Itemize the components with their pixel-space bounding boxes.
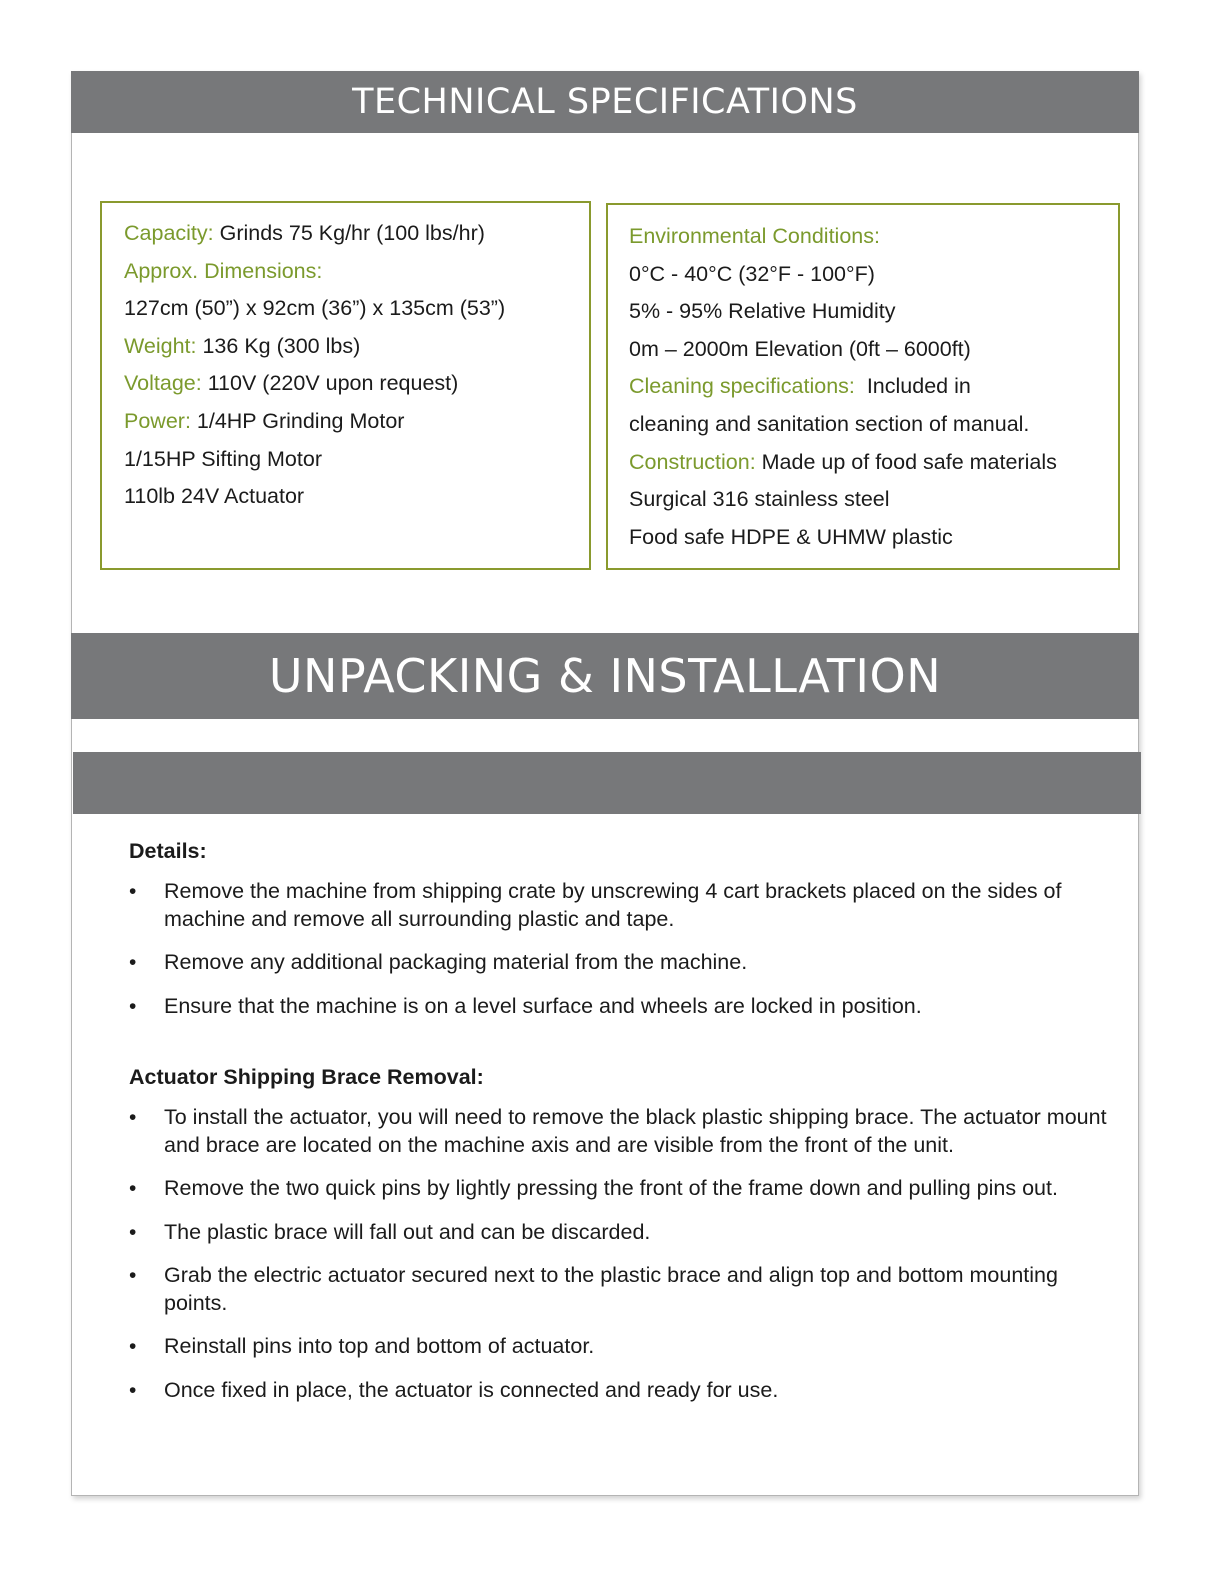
list-item [129, 1175, 1114, 1203]
specs-left-box [100, 201, 591, 570]
power-label: Power: [124, 408, 191, 433]
list-item-text: The plastic brace will fall out and can be discarded. [164, 1219, 651, 1244]
weight-label: Weight: [124, 333, 197, 358]
list-item [129, 1333, 1114, 1361]
power-line-3: 110lb 24V Actuator [124, 484, 305, 509]
list-item-text: Ensure that the machine is on a level surface and wheels are locked in position. [164, 993, 922, 1018]
power-value: 1/4HP Grinding Motor [190, 408, 405, 433]
environmental-line-1: 0°C - 40°C (32°F - 100°F) [629, 261, 875, 286]
bullet-icon: • [129, 1378, 137, 1402]
capacity-line [124, 215, 589, 253]
cleaning-line [629, 368, 1118, 406]
list-item [129, 993, 1114, 1021]
bullet-icon: • [129, 951, 137, 974]
voltage-line [124, 365, 589, 403]
dimensions-label: Approx. Dimensions: [124, 258, 323, 283]
construction-line [629, 444, 1118, 482]
list-item-text: Remove the machine from shipping crate by unscrewing 4 cart brackets placed on the sides of machine and remove all surrounding plastic and tape. [164, 879, 1062, 931]
environmental-line-2: 5% - 95% Relative Humidity [629, 299, 896, 324]
list-item [129, 1219, 1114, 1247]
actuator-heading: Actuator Shipping Brace Removal: [129, 1065, 484, 1089]
list-item [129, 878, 1114, 933]
bullet-icon: • [129, 1335, 137, 1358]
bullet-icon: • [129, 994, 137, 1018]
capacity-value: Grinds 75 Kg/hr (100 lbs/hr) [213, 221, 485, 245]
unpacking-installation-title: UNPACKING & INSTALLATION [268, 649, 942, 703]
list-item [129, 1377, 1114, 1405]
weight-line [124, 328, 589, 366]
list-item-text: Remove any additional packaging material from the machine. [164, 950, 748, 974]
cleaning-line-2: cleaning and sanitation section of manual. [629, 411, 1030, 436]
power-line-2: 1/15HP Sifting Motor [124, 446, 322, 471]
specs-right-box [606, 203, 1120, 570]
weight-value: 136 Kg (300 lbs) [196, 333, 361, 358]
blank-banner [73, 752, 1141, 814]
construction-label: Construction: [629, 449, 756, 474]
list-item [129, 1262, 1114, 1317]
capacity-label: Capacity: [124, 221, 214, 245]
bullet-icon: • [129, 880, 137, 903]
list-item-text: Remove the two quick pins by lightly pressing the front of the frame down and pulling pins out. [164, 1176, 1058, 1200]
dimensions-value: 127cm (50”) x 92cm (36”) x 135cm (53”) [124, 296, 506, 321]
technical-specifications-heading [71, 71, 1139, 133]
cleaning-label: Cleaning specifications: [629, 374, 855, 399]
instructions-section [129, 834, 1114, 1420]
actuator-list [129, 1104, 1114, 1404]
bullet-icon: • [129, 1220, 137, 1244]
construction-line-3: Food safe HDPE & UHMW plastic [629, 524, 953, 549]
bullet-icon: • [129, 1106, 137, 1129]
list-item-text: Grab the electric actuator secured next to the plastic brace and align top and bottom mounting points. [164, 1263, 1058, 1315]
list-item-text: To install the actuator, you will need to remove the black plastic shipping brace. The actuator mount and brace are located on the machine axis and are visible from the front of the unit. [164, 1105, 1107, 1157]
voltage-label: Voltage: [124, 371, 202, 396]
unpacking-installation-heading [71, 633, 1139, 719]
list-item-text: Reinstall pins into top and bottom of actuator. [164, 1334, 595, 1358]
environmental-line-3: 0m – 2000m Elevation (0ft – 6000ft) [629, 336, 971, 361]
cleaning-value: Included in [854, 374, 971, 399]
bullet-icon: • [129, 1177, 137, 1200]
list-item [129, 1104, 1114, 1159]
list-item [129, 949, 1114, 977]
bullet-icon: • [129, 1264, 137, 1287]
details-heading: Details: [129, 839, 207, 863]
construction-line-2: Surgical 316 stainless steel [629, 487, 890, 512]
voltage-value: 110V (220V upon request) [201, 371, 459, 396]
list-item-text: Once fixed in place, the actuator is connected and ready for use. [164, 1377, 779, 1402]
power-line [124, 403, 589, 441]
construction-value: Made up of food safe materials [755, 449, 1057, 474]
details-list [129, 878, 1114, 1020]
technical-specifications-title: TECHNICAL SPECIFICATIONS [352, 82, 858, 122]
environmental-label: Environmental Conditions: [629, 224, 880, 248]
